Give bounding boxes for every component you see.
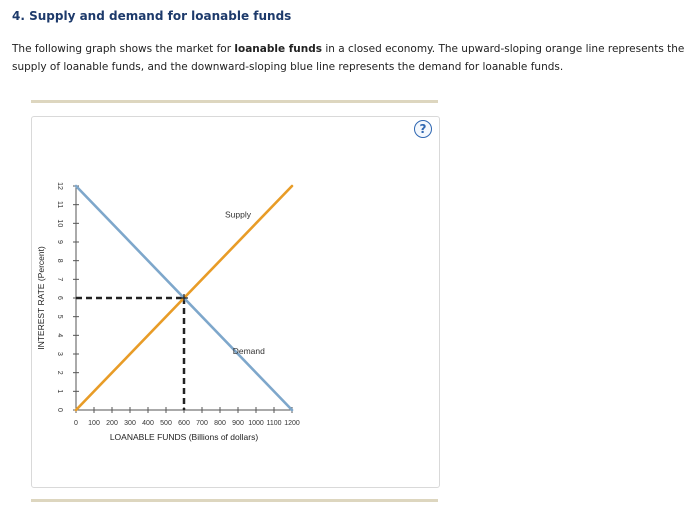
x-axis-label: LOANABLE FUNDS (Billions of dollars) [109, 432, 259, 442]
x-tick-label: 800 [214, 420, 226, 427]
y-tick-label: 9 [56, 240, 64, 244]
x-tick-label: 200 [106, 420, 118, 427]
x-tick-label: 1000 [248, 420, 264, 427]
x-tick-label: 1200 [284, 420, 300, 427]
y-tick-label: 8 [56, 258, 64, 263]
y-tick-label: 10 [56, 219, 64, 228]
x-tick-label: 600 [178, 420, 190, 427]
y-tick-label: 6 [56, 296, 64, 300]
x-tick-label: 900 [232, 420, 244, 427]
x-tick-label: 300 [124, 420, 136, 427]
x-tick-label: 700 [196, 420, 208, 427]
x-tick-label: 0 [74, 420, 78, 427]
y-tick-label: 0 [56, 408, 64, 412]
y-tick-label: 4 [56, 333, 64, 338]
intro-text-end: in a closed economy. The upward-sloping orange line represents the supply of loanable funds, and the downward-sloping blue line represents the demand for loanable funds. [12, 43, 685, 73]
supply-curve-label: Supply [225, 209, 251, 220]
x-tick-label: 400 [142, 420, 154, 427]
demand-curve-label: Demand [232, 346, 265, 356]
y-tick-label: 7 [56, 277, 64, 282]
y-tick-label: 3 [56, 352, 64, 356]
divider-bottom [31, 499, 438, 502]
y-tick-label: 12 [56, 182, 64, 190]
x-tick-label: 500 [160, 420, 172, 427]
help-icon[interactable]: ? [414, 120, 432, 138]
y-tick-label: 2 [56, 370, 64, 375]
intro-text-bold: loanable funds [234, 43, 323, 55]
x-tick-label: 1100 [266, 420, 282, 427]
y-axis-label: INTEREST RATE (Percent) [36, 246, 46, 350]
y-tick-label: 11 [56, 201, 64, 209]
intro-text-start: The following graph shows the market for [12, 43, 235, 55]
y-tick-label: 5 [56, 314, 64, 319]
x-tick-label: 100 [88, 420, 100, 427]
y-tick-label: 1 [56, 389, 64, 394]
question-title: 4. Supply and demand for loanable funds [12, 9, 292, 23]
